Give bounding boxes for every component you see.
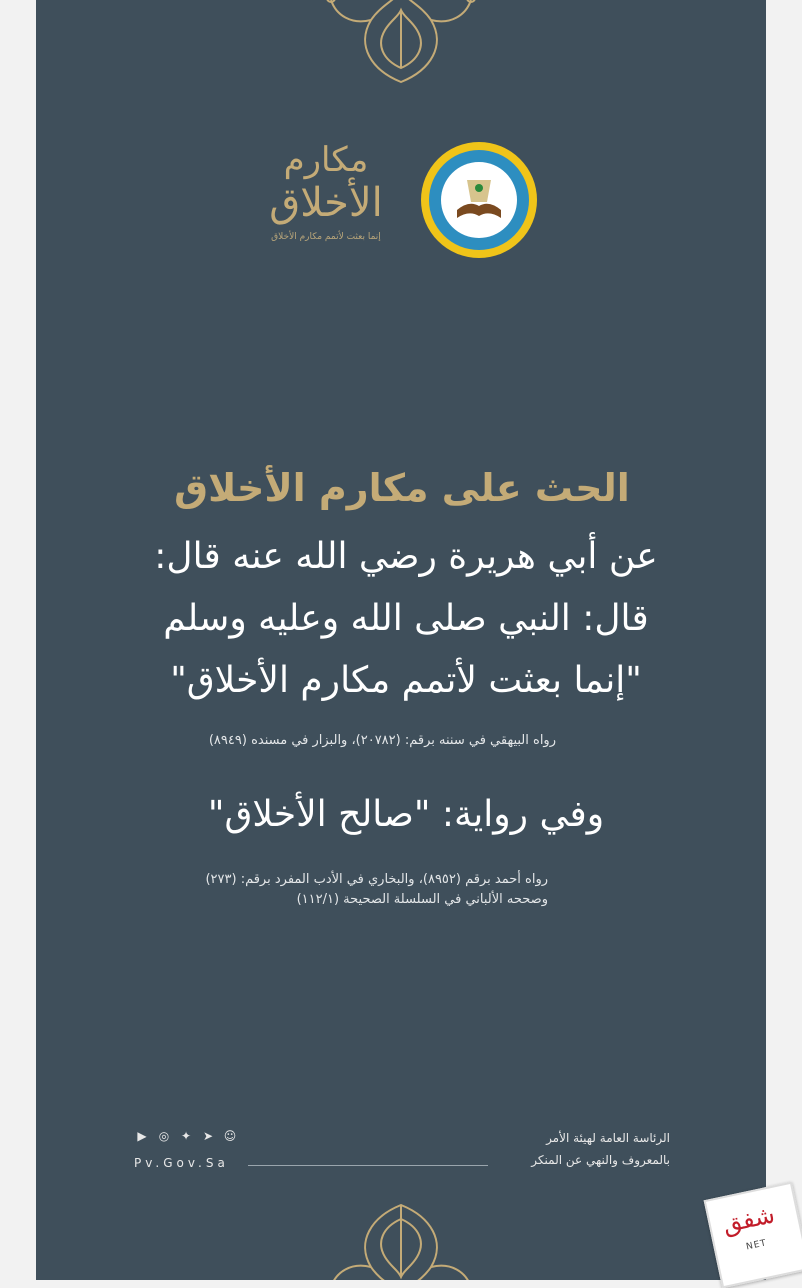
- watermark-sub: NET: [745, 1238, 768, 1253]
- telegram-icon[interactable]: ➤: [202, 1129, 214, 1143]
- instagram-icon[interactable]: ◎: [158, 1129, 170, 1143]
- hadith-line: "إنما بعثت لأتمم مكارم الأخلاق": [170, 660, 642, 701]
- hadith-line: عن أبي هريرة رضي الله عنه قال:: [154, 536, 658, 577]
- top-ornament: [301, 0, 501, 90]
- bottom-ornament: [301, 1195, 501, 1280]
- organization-name: [496, 1127, 670, 1171]
- org-line2: بالمعروف والنهي عن المنكر: [531, 1153, 670, 1167]
- variant-narration: وفي رواية: "صالح الأخلاق": [207, 794, 605, 835]
- poster-panel: [36, 0, 766, 1280]
- brand-line2: الأخلاق: [269, 180, 383, 226]
- org-line1: الرئاسة العامة لهيئة الأمر: [546, 1131, 670, 1145]
- brand-logo: [236, 140, 416, 260]
- page-title: الحث على مكارم الأخلاق: [174, 466, 630, 510]
- brand-line1: مكارم: [283, 140, 369, 180]
- source-line: رواه أحمد برقم (٨٩٥٢)، والبخاري في الأدب المفرد برقم: (٢٧٣): [205, 872, 548, 887]
- footer-divider: [248, 1165, 488, 1166]
- youtube-icon[interactable]: ▶: [137, 1129, 147, 1143]
- social-icons: [134, 1129, 238, 1143]
- source-reference-2: [136, 870, 548, 910]
- brand-tagline: إنما بعثت لأتمم مكارم الأخلاق: [271, 232, 381, 242]
- watermark-logo: شفق: [720, 1200, 778, 1239]
- snapchat-icon[interactable]: ☺: [223, 1129, 237, 1143]
- twitter-icon[interactable]: ✦: [180, 1129, 192, 1143]
- hadith-line: قال: النبي صلى الله وعليه وسلم: [163, 598, 649, 639]
- source-line: وصححه الألباني في السلسلة الصحيحة (١١٢/١): [296, 892, 548, 907]
- authority-seal-icon: [419, 140, 539, 260]
- site-watermark: [704, 1182, 802, 1288]
- hadith-text: [106, 526, 706, 712]
- website-link[interactable]: Pv.Gov.Sa: [134, 1156, 229, 1170]
- source-reference: رواه البيهقي في سننه برقم: (٢٠٧٨٢)، والبزار في مسنده (٨٩٤٩): [208, 733, 556, 748]
